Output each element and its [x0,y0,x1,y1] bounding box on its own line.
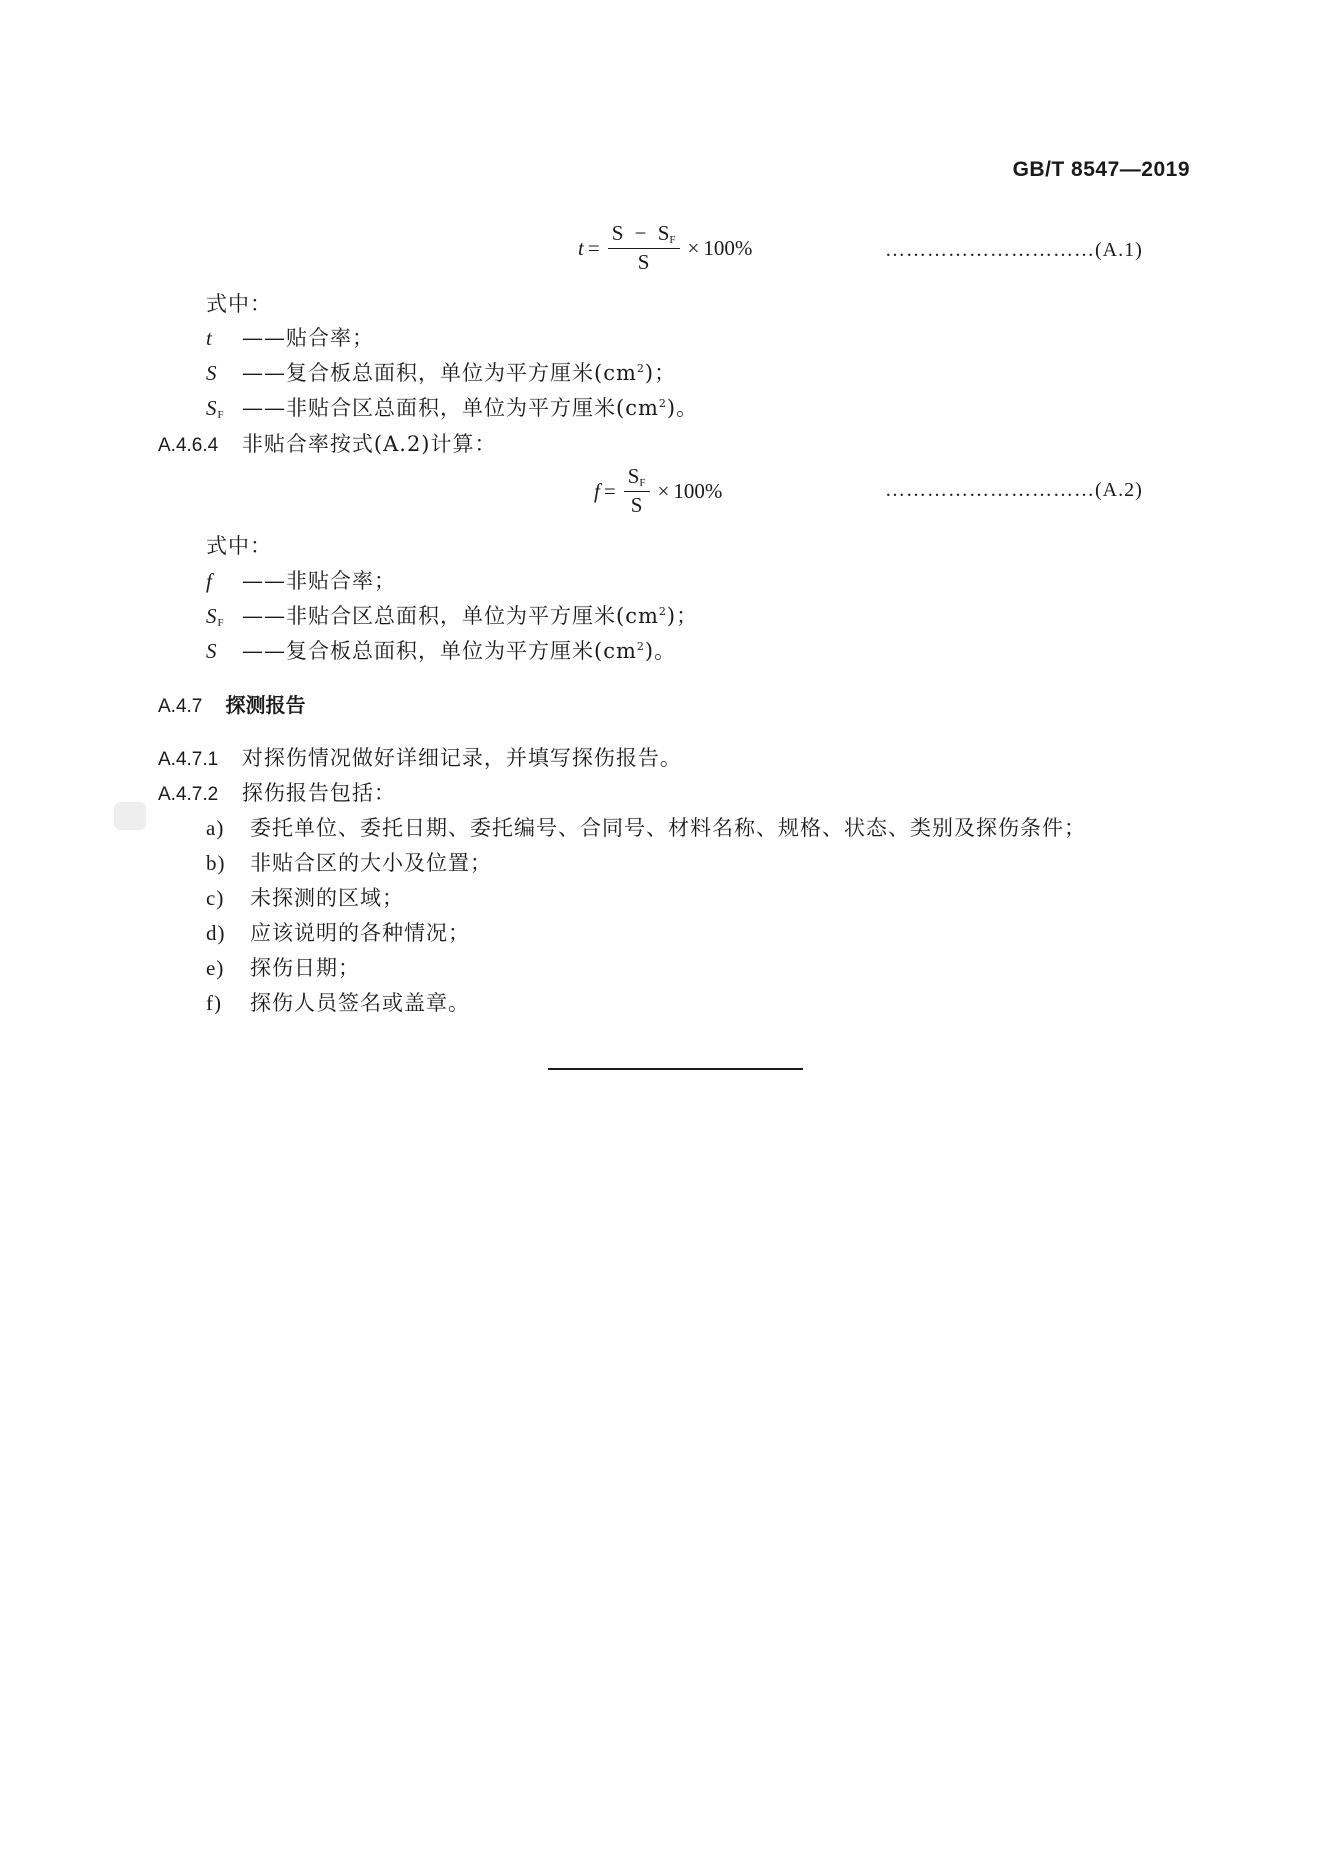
formula-a2-equals: = [603,478,616,503]
clause-a471-text: 对探伤情况做好详细记录，并填写探伤报告。 [241,746,682,770]
end-rule [548,1068,803,1070]
where-label-a2: 式中： [206,534,272,558]
formula-a1-lhs: t [578,235,584,260]
list-item: c) 未探测的区域； [206,886,404,910]
clause-a47-number: A.4.7 [158,696,203,717]
list-item: d) 应该说明的各种情况； [206,921,470,945]
formula-a1-times: × [687,235,700,260]
where-item-a2-s: S ——复合板总面积，单位为平方厘米$(cm^2)$。 [206,639,677,663]
formula-a1-fraction [608,222,680,274]
where-label-a1: 式中： [206,292,272,316]
equation-number-a1: …………………………(A.1) [885,239,1143,261]
clause-a464 [158,428,497,458]
where-item-a2-f: f ——非贴合率； [206,569,396,593]
clause-a464-text: 非贴合率按式(A.2)计算： [241,432,497,456]
formula-a2-denominator: S [630,493,643,518]
formula-a2-numerator: $S_F$ [624,465,650,492]
formula-a1-denominator: S [637,250,650,275]
list-item: f) 探伤人员签名或盖章。 [206,991,470,1015]
list-item: a) 委托单位、委托日期、委托编号、合同号、材料名称、规格、状态、类别及探伤条件； [206,816,1086,840]
list-item: e) 探伤日期； [206,956,360,980]
formula-a2-lhs: f [594,478,600,503]
clause-a47-title: 探测报告 [225,695,306,717]
formula-a1-equals: = [587,235,600,260]
clause-a471-number: A.4.7.1 [158,749,219,770]
equation-number-a2: …………………………(A.2) [885,479,1143,501]
standard-number: GB/T 8547—2019 [1012,158,1190,181]
formula-a2-times: × [657,478,670,503]
clause-a47-heading [158,689,305,718]
where-item-a1-t: t ——贴合率； [206,326,374,350]
formula-a2-fraction [624,465,650,517]
formula-a1-percent: 100% [703,235,753,260]
clause-a464-number: A.4.6.4 [158,435,219,456]
where-item-a1-s: S ——复合板总面积，单位为平方厘米$(cm^2)$； [206,361,677,385]
side-mark [114,802,146,830]
list-item: b) 非贴合区的大小及位置； [206,851,492,875]
clause-a472-text: 探伤报告包括： [241,781,396,805]
formula-a2 [594,465,722,517]
formula-a1-numerator: $S - S_F$ [608,222,680,249]
clause-a472 [158,777,396,807]
where-item-a1-sf: $S_F$ ——非贴合区总面积，单位为平方厘米$(cm^2)$。 [206,396,699,421]
formula-a1 [578,222,752,274]
where-item-a2-sf: $S_F$ ——非贴合区总面积，单位为平方厘米$(cm^2)$； [206,604,699,629]
clause-a472-number: A.4.7.2 [158,784,219,805]
clause-a471 [158,742,682,772]
formula-a2-percent: 100% [673,478,723,503]
